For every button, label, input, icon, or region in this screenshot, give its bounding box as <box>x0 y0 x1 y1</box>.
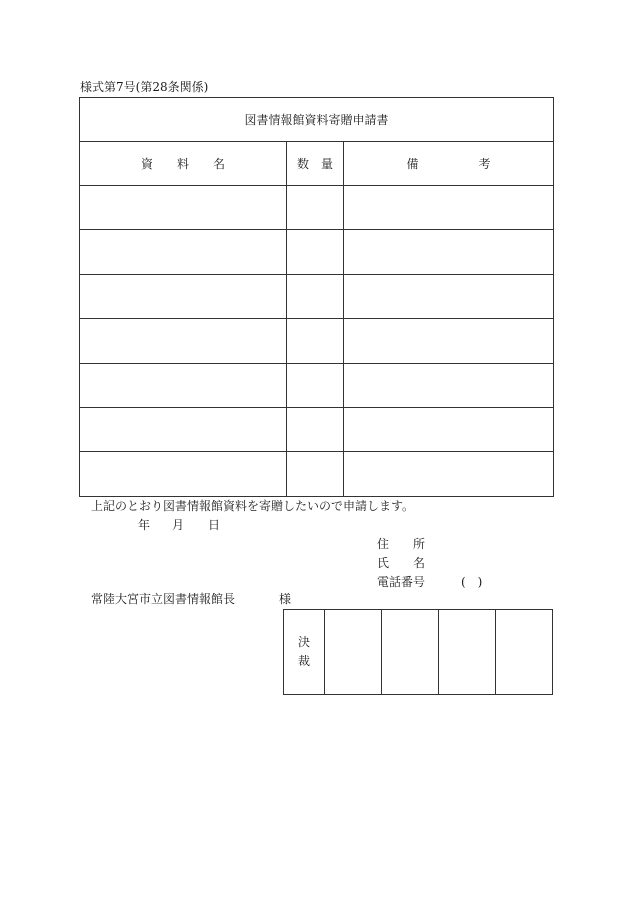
table-row <box>80 274 554 318</box>
table-row <box>80 319 554 363</box>
approval-label-char: 決 <box>297 634 310 649</box>
material-name-cell[interactable] <box>80 319 287 363</box>
remarks-cell[interactable] <box>344 319 554 363</box>
quantity-cell[interactable] <box>287 452 344 496</box>
quantity-cell[interactable] <box>287 186 344 230</box>
applicant-block <box>0 538 630 598</box>
approval-stamp-cell[interactable] <box>439 610 496 695</box>
approval-stamp-cell[interactable] <box>382 610 439 695</box>
table-row <box>80 230 554 274</box>
quantity-cell[interactable] <box>287 274 344 318</box>
day-label: 日 <box>208 518 221 532</box>
remarks-cell[interactable] <box>344 452 554 496</box>
approval-stamp-table <box>283 609 553 695</box>
address-label: 住 所 <box>377 537 426 551</box>
material-name-cell[interactable] <box>80 186 287 230</box>
application-statement: 上記のとおり図書情報館資料を寄贈したいので申請します。 <box>91 499 415 513</box>
material-name-cell[interactable] <box>80 407 287 451</box>
quantity-cell[interactable] <box>287 319 344 363</box>
header-remarks: 備 考 <box>344 142 554 186</box>
quantity-cell[interactable] <box>287 230 344 274</box>
form-number: 様式第7号(第28条関係) <box>80 80 209 94</box>
table-row <box>80 186 554 230</box>
material-name-cell[interactable] <box>80 274 287 318</box>
donation-table <box>79 97 554 497</box>
header-material-name: 資 料 名 <box>80 142 287 186</box>
name-label: 氏 名 <box>377 556 426 570</box>
remarks-cell[interactable] <box>344 363 554 407</box>
table-row <box>80 363 554 407</box>
quantity-cell[interactable] <box>287 407 344 451</box>
approval-stamp-cell[interactable] <box>496 610 553 695</box>
table-row <box>80 407 554 451</box>
quantity-cell[interactable] <box>287 363 344 407</box>
approval-label-char: 裁 <box>297 654 310 668</box>
table-row <box>80 452 554 496</box>
remarks-cell[interactable] <box>344 186 554 230</box>
year-label: 年 <box>138 518 151 532</box>
approval-stamp-cell[interactable] <box>325 610 382 695</box>
remarks-cell[interactable] <box>344 230 554 274</box>
honorific: 様 <box>279 592 292 606</box>
addressee: 常陸大宮市立図書情報館長 <box>91 592 236 606</box>
phone-label: 電話番号 <box>377 575 426 589</box>
month-label: 月 <box>172 518 185 532</box>
header-quantity: 数 量 <box>287 142 344 186</box>
phone-area-code-parens: ( ) <box>461 575 483 589</box>
remarks-cell[interactable] <box>344 407 554 451</box>
form-title: 図書情報館資料寄贈申請書 <box>80 98 554 142</box>
material-name-cell[interactable] <box>80 452 287 496</box>
date-line <box>0 519 630 533</box>
material-name-cell[interactable] <box>80 230 287 274</box>
approval-label <box>284 610 325 695</box>
material-name-cell[interactable] <box>80 363 287 407</box>
remarks-cell[interactable] <box>344 274 554 318</box>
